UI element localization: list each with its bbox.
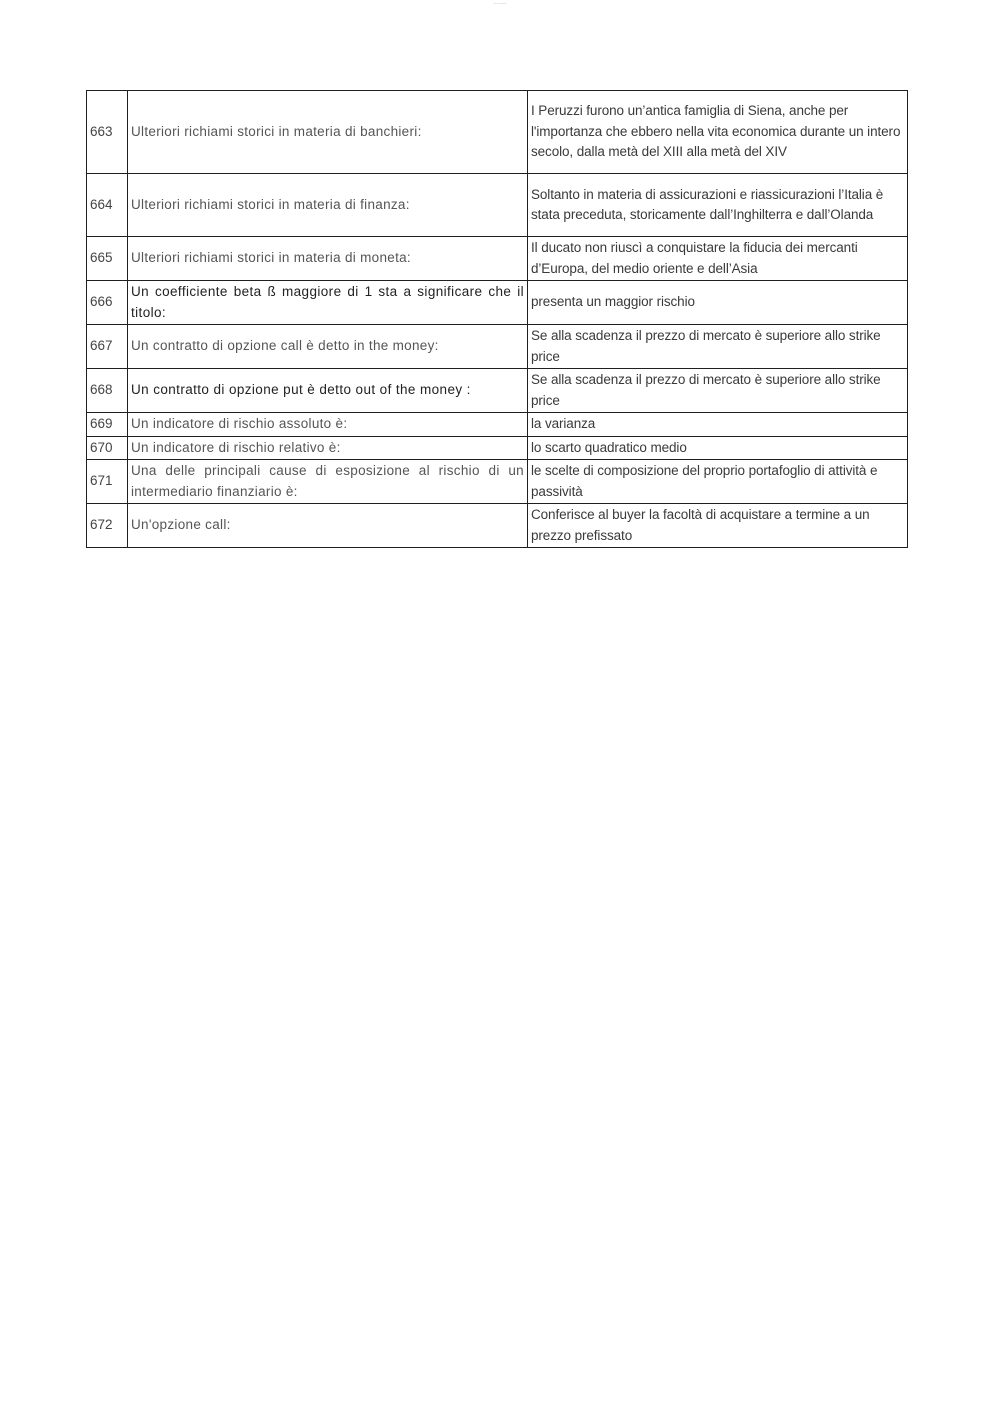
question-cell: Un indicatore di rischio assoluto è: <box>128 413 528 437</box>
answer-cell: Se alla scadenza il prezzo di mercato è superiore allo strike price <box>528 369 908 413</box>
row-number: 670 <box>87 436 128 460</box>
row-number: 672 <box>87 504 128 548</box>
answer-cell: I Peruzzi furono un’antica famiglia di Siena, anche per l'importanza che ebbero nella vita economica durante un intero secolo, dalla metà del XIII alla metà del XIV <box>528 91 908 174</box>
answer-cell: Conferisce al buyer la facoltà di acquistare a termine a un prezzo prefissato <box>528 504 908 548</box>
question-cell: Un contratto di opzione call è detto in the money: <box>128 325 528 369</box>
row-number: 671 <box>87 460 128 504</box>
table-row <box>87 413 908 437</box>
question-cell: Un indicatore di rischio relativo è: <box>128 436 528 460</box>
question-cell: Un coefficiente beta ß maggiore di 1 sta a significare che il titolo: <box>128 281 528 325</box>
question-answer-table <box>86 90 908 548</box>
table-row <box>87 281 908 325</box>
answer-cell: lo scarto quadratico medio <box>528 436 908 460</box>
question-cell: Ulteriori richiami storici in materia di moneta: <box>128 237 528 281</box>
answer-cell: Soltanto in materia di assicurazioni e riassicurazioni l’Italia è stata preceduta, storicamente dall’Inghilterra e dall’Olanda <box>528 174 908 237</box>
table-row <box>87 237 908 281</box>
row-number: 669 <box>87 413 128 437</box>
question-cell: Un contratto di opzione put è detto out of the money : <box>128 369 528 413</box>
table-row <box>87 325 908 369</box>
row-number: 664 <box>87 174 128 237</box>
table-row <box>87 436 908 460</box>
row-number: 663 <box>87 91 128 174</box>
row-number: 666 <box>87 281 128 325</box>
question-cell: Una delle principali cause di esposizione al rischio di un intermediario finanziario è: <box>128 460 528 504</box>
answer-cell: Se alla scadenza il prezzo di mercato è superiore allo strike price <box>528 325 908 369</box>
table-row <box>87 504 908 548</box>
row-number: 667 <box>87 325 128 369</box>
question-cell: Ulteriori richiami storici in materia di finanza: <box>128 174 528 237</box>
row-number: 668 <box>87 369 128 413</box>
answer-cell: presenta un maggior rischio <box>528 281 908 325</box>
page-header-mark: — —— <box>493 0 507 5</box>
question-cell: Ulteriori richiami storici in materia di banchieri: <box>128 91 528 174</box>
table-row <box>87 460 908 504</box>
table-row <box>87 369 908 413</box>
table-row <box>87 174 908 237</box>
answer-cell: le scelte di composizione del proprio portafoglio di attività e passività <box>528 460 908 504</box>
row-number: 665 <box>87 237 128 281</box>
question-cell: Un'opzione call: <box>128 504 528 548</box>
answer-cell: Il ducato non riuscì a conquistare la fiducia dei mercanti d’Europa, del medio oriente e dell’Asia <box>528 237 908 281</box>
table-row <box>87 91 908 174</box>
answer-cell: la varianza <box>528 413 908 437</box>
